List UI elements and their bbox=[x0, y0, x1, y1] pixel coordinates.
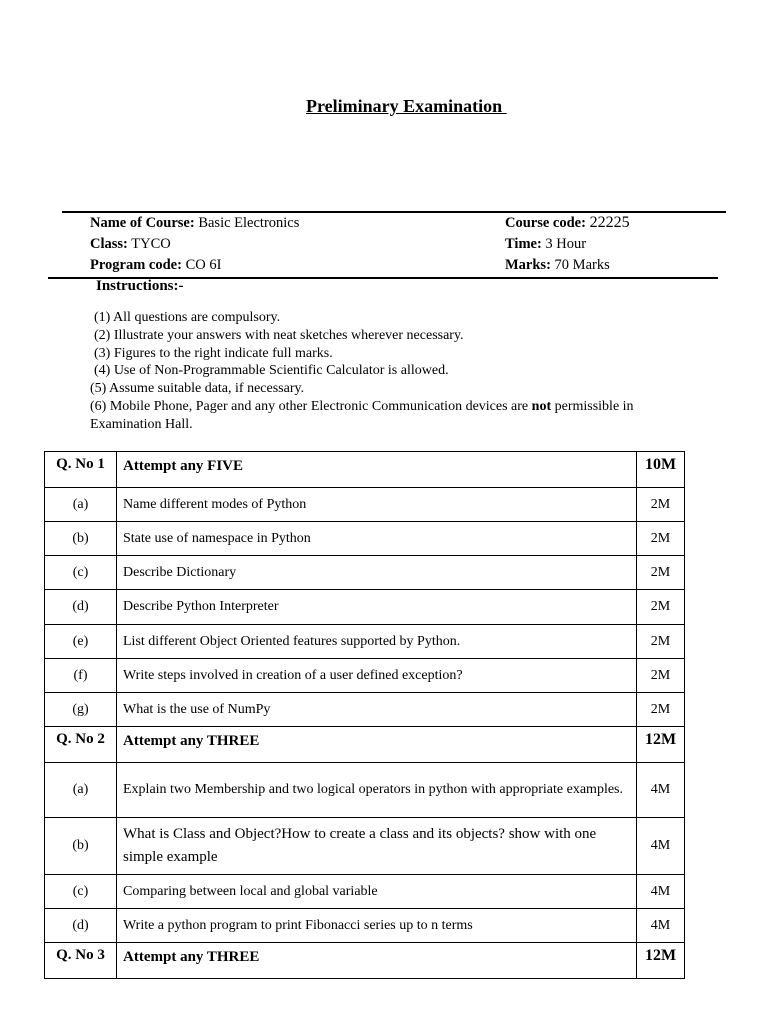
program-code-value: CO 6I bbox=[185, 257, 222, 273]
instruction-6 bbox=[90, 398, 634, 416]
class bbox=[90, 235, 171, 253]
sub-question-marks: 2M bbox=[637, 659, 685, 693]
instruction-1: (1) All questions are compulsory. bbox=[94, 310, 281, 325]
sub-question-marks: 2M bbox=[637, 590, 685, 625]
program-code bbox=[90, 256, 221, 274]
sub-question-label: (c) bbox=[45, 556, 117, 590]
instruction-3: (3) Figures to the right indicate full marks. bbox=[94, 346, 333, 361]
sub-question-label: (c) bbox=[45, 875, 117, 909]
question-2-header bbox=[45, 727, 685, 763]
sub-question-marks: 4M bbox=[637, 818, 685, 875]
sub-question-label: (g) bbox=[45, 693, 117, 727]
course-name-label: Name of Course: bbox=[90, 215, 195, 231]
marks-label: Marks: bbox=[505, 257, 551, 273]
course-code-label: Course code: bbox=[505, 215, 586, 231]
question-marks: 12M bbox=[637, 727, 685, 763]
sub-question-text: What is Class and Object?How to create a class and its objects? show with one simple example bbox=[117, 818, 637, 875]
sub-question-text: Write steps involved in creation of a user defined exception? bbox=[117, 659, 637, 693]
sub-question-label: (f) bbox=[45, 659, 117, 693]
sub-question-marks: 2M bbox=[637, 488, 685, 522]
course-code bbox=[505, 214, 630, 232]
sub-question-text: Comparing between local and global variable bbox=[117, 875, 637, 909]
question-number: Q. No 1 bbox=[45, 452, 117, 488]
sub-question-marks: 4M bbox=[637, 875, 685, 909]
sub-question-label: (d) bbox=[45, 909, 117, 943]
time-label: Time: bbox=[505, 236, 542, 252]
sub-question-label: (b) bbox=[45, 522, 117, 556]
sub-question-text: Describe Python Interpreter bbox=[117, 590, 637, 625]
sub-question-marks: 4M bbox=[637, 909, 685, 943]
sub-question-label: (b) bbox=[45, 818, 117, 875]
sub-question-label: (d) bbox=[45, 590, 117, 625]
sub-question-text: State use of namespace in Python bbox=[117, 522, 637, 556]
time bbox=[505, 235, 586, 253]
questions-table bbox=[44, 451, 685, 979]
instruction-6-text-end: permissible in bbox=[551, 399, 634, 414]
sub-question-text: Name different modes of Python bbox=[117, 488, 637, 522]
question-instruction: Attempt any FIVE bbox=[117, 452, 637, 488]
sub-question-label: (a) bbox=[45, 763, 117, 818]
table-row bbox=[45, 488, 685, 522]
sub-question-text: List different Object Oriented features supported by Python. bbox=[117, 625, 637, 659]
instruction-2: (2) Illustrate your answers with neat sketches wherever necessary. bbox=[94, 328, 464, 343]
question-marks: 12M bbox=[637, 943, 685, 979]
sub-question-text: Explain two Membership and two logical operators in python with appropriate examples. bbox=[117, 763, 637, 818]
class-label: Class: bbox=[90, 236, 128, 252]
program-code-label: Program code: bbox=[90, 257, 182, 273]
question-1-header bbox=[45, 452, 685, 488]
time-value: 3 Hour bbox=[545, 236, 587, 252]
sub-question-text: Describe Dictionary bbox=[117, 556, 637, 590]
table-row bbox=[45, 556, 685, 590]
marks-value: 70 Marks bbox=[554, 257, 610, 273]
sub-question-text: Write a python program to print Fibonacci series up to n terms bbox=[117, 909, 637, 943]
sub-question-marks: 2M bbox=[637, 522, 685, 556]
question-number: Q. No 3 bbox=[45, 943, 117, 979]
instruction-6-emphasis: not bbox=[531, 399, 552, 414]
header-top-rule bbox=[62, 211, 726, 213]
table-row bbox=[45, 763, 685, 818]
instruction-5: (5) Assume suitable data, if necessary. bbox=[90, 381, 305, 396]
question-instruction: Attempt any THREE bbox=[117, 943, 637, 979]
table-row bbox=[45, 693, 685, 727]
instruction-6-continued: Examination Hall. bbox=[90, 417, 193, 432]
page-title: Preliminary Examination bbox=[306, 96, 507, 116]
table-row bbox=[45, 590, 685, 625]
table-row bbox=[45, 522, 685, 556]
marks bbox=[505, 256, 610, 274]
question-number: Q. No 2 bbox=[45, 727, 117, 763]
table-row bbox=[45, 818, 685, 875]
course-name bbox=[90, 214, 299, 232]
sub-question-marks: 2M bbox=[637, 556, 685, 590]
course-code-value: 22225 bbox=[589, 214, 630, 231]
question-instruction: Attempt any THREE bbox=[117, 727, 637, 763]
table-row bbox=[45, 875, 685, 909]
sub-question-label: (e) bbox=[45, 625, 117, 659]
question-marks: 10M bbox=[637, 452, 685, 488]
instruction-4: (4) Use of Non-Programmable Scientific Calculator is allowed. bbox=[94, 363, 449, 378]
instruction-6-text: (6) Mobile Phone, Pager and any other Electronic Communication devices are bbox=[90, 399, 532, 414]
sub-question-label: (a) bbox=[45, 488, 117, 522]
table-row bbox=[45, 625, 685, 659]
sub-question-marks: 2M bbox=[637, 625, 685, 659]
table-row bbox=[45, 659, 685, 693]
course-name-value: Basic Electronics bbox=[198, 215, 300, 231]
question-3-header bbox=[45, 943, 685, 979]
sub-question-marks: 4M bbox=[637, 763, 685, 818]
sub-question-marks: 2M bbox=[637, 693, 685, 727]
table-row bbox=[45, 909, 685, 943]
class-value: TYCO bbox=[131, 236, 171, 252]
instructions-heading: Instructions:- bbox=[96, 278, 184, 294]
sub-question-text: What is the use of NumPy bbox=[117, 693, 637, 727]
